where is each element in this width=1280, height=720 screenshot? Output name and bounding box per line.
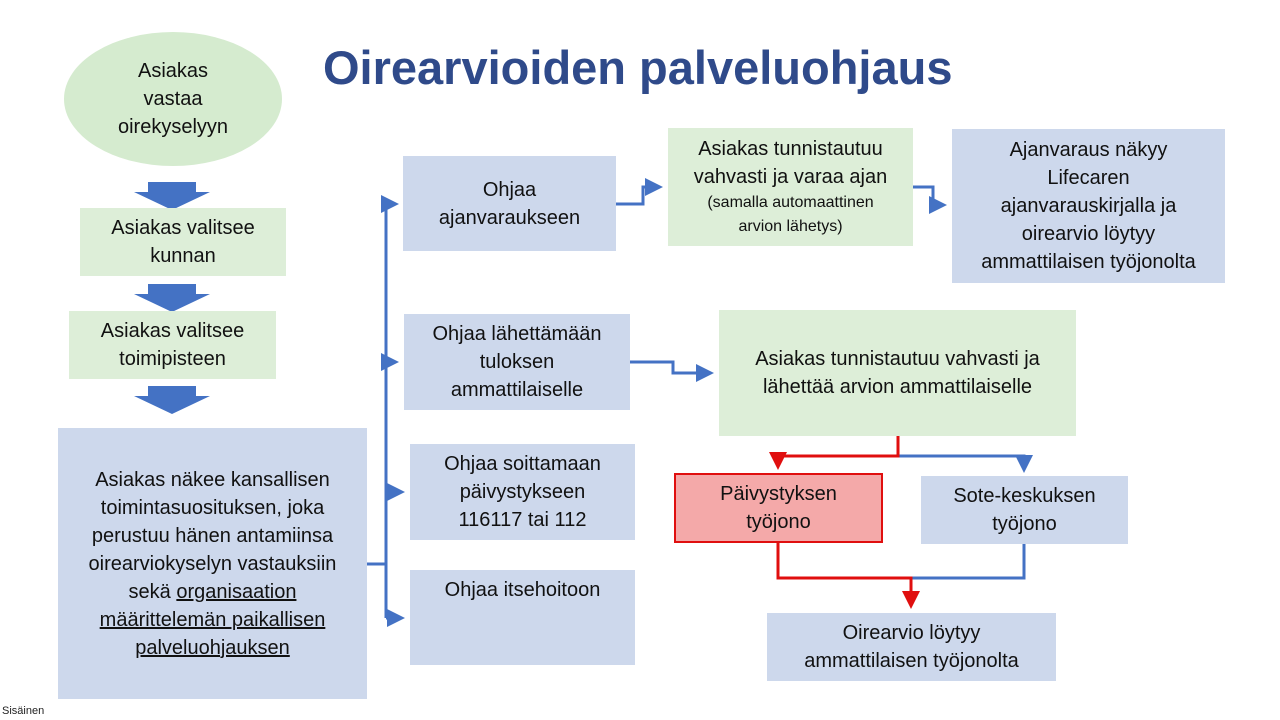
choose-location-box: [69, 311, 276, 379]
branch-connector: [366, 204, 402, 618]
box-line: ajanvaraukseen: [438, 206, 581, 229]
booking-identify-box: [668, 128, 913, 246]
box-line-small: arvion lähetys): [738, 218, 843, 235]
start-node: [64, 32, 282, 166]
recommendation-box: [58, 428, 367, 699]
box-line: toimipisteen: [119, 348, 226, 370]
box-line-plain: sekä: [128, 580, 177, 603]
send-identify-box: [719, 310, 1076, 436]
box-line: Sote-keskuksen: [953, 485, 1096, 507]
box-line: Asiakas näkee kansallisen: [95, 468, 330, 491]
box-line: [129, 578, 297, 606]
option-self-care-box: [410, 570, 635, 665]
down-arrow-1: [134, 182, 210, 210]
box-line: lähettää arvion ammattilaiselle: [762, 376, 1033, 398]
box-line: toimintasuosituksen, joka: [100, 496, 325, 519]
option-send-result-box: [404, 314, 630, 410]
box-line-underlined: palveluohjauksen: [135, 636, 290, 659]
choose-municipality-box: [80, 208, 286, 276]
box-line: Asiakas tunnistautuu vahvasti ja: [755, 348, 1040, 370]
box-line: kunnan: [150, 245, 216, 267]
box-line-small: (samalla automaattinen: [707, 194, 874, 211]
arrow-split-to-sote: [898, 456, 1024, 470]
box-line: oirearviokyselyn vastauksiin: [88, 552, 337, 575]
box-line: 116117 tai 112: [458, 509, 587, 531]
start-line: Asiakas: [137, 60, 209, 82]
booking-visible-box: [952, 129, 1225, 283]
box-line: ajanvarauskirjalla ja: [1000, 195, 1177, 217]
box-line: Ajanvaraus näkyy: [1009, 139, 1168, 161]
box-line: työjono: [992, 513, 1057, 535]
option-call-emergency-box: [410, 444, 635, 540]
box-line: Päivystyksen: [720, 483, 837, 505]
start-line: vastaa: [143, 88, 203, 110]
box-line: Ohjaa lähettämään: [432, 323, 602, 345]
box-line: ammattilaisen työjonolta: [981, 251, 1196, 273]
box-line: Asiakas tunnistautuu: [698, 138, 883, 160]
red-arrow-to-result: [778, 543, 911, 606]
start-line: oirekyselyyn: [117, 116, 229, 138]
box-line: perustuu hänen antamiinsa: [91, 524, 334, 547]
box-line: oirearvio löytyy: [1021, 223, 1156, 245]
box-line: Asiakas valitsee: [111, 217, 255, 239]
arrow-identify-to-visible: [913, 187, 944, 205]
box-line: Asiakas valitsee: [100, 320, 245, 342]
emergency-queue-box: [674, 473, 883, 543]
down-arrow-3: [134, 386, 210, 414]
option-booking-box: [403, 156, 616, 251]
box-line: Ohjaa soittamaan: [444, 453, 601, 475]
box-line: vahvasti ja varaa ajan: [693, 166, 888, 188]
red-arrow-to-emergency: [778, 436, 898, 467]
box-line: tuloksen: [479, 351, 555, 373]
box-line-underlined: organisaation: [176, 580, 297, 603]
box-line-underlined: määrittelemän paikallisen: [99, 608, 326, 631]
sote-queue-box: [921, 476, 1128, 544]
result-box: [767, 613, 1056, 681]
box-line: Ohjaa: [482, 178, 537, 201]
box-line: Ohjaa itsehoitoon: [444, 579, 601, 601]
arrow-sote-merge: [911, 544, 1024, 578]
box-line: päivystykseen: [459, 481, 586, 503]
box-line: Oirearvio löytyy: [842, 622, 981, 644]
box-line: ammattilaiselle: [450, 379, 584, 401]
down-arrow-2: [134, 284, 210, 312]
page-title: Oirearvioiden palveluohjaus: [323, 41, 953, 94]
arrow-booking-to-identify: [616, 187, 660, 204]
box-line: ammattilaisen työjonolta: [804, 650, 1019, 672]
box-line: Lifecaren: [1047, 167, 1130, 189]
box-line: työjono: [746, 511, 811, 533]
classification-footer: Sisäinen: [2, 705, 45, 717]
arrow-send-to-identify: [630, 362, 711, 373]
